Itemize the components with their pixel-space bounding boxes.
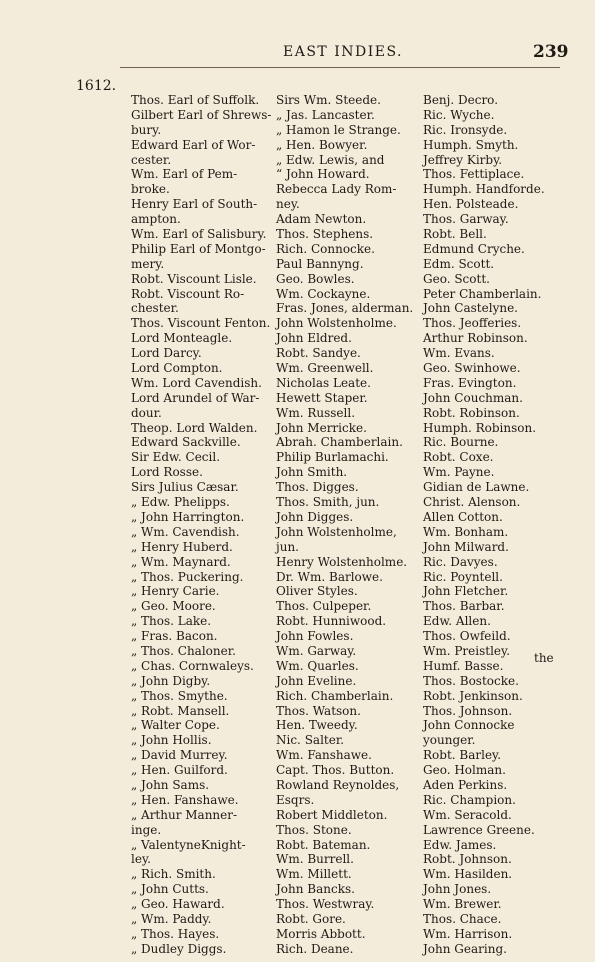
list-item: Thos. Chace. [423,911,502,926]
list-item: Henry Wolstenholme. [276,554,408,569]
list-item: Rebecca Lady Rom- [276,182,397,197]
list-item: Philip Earl of Montgo- [131,241,266,256]
list-item: Abrah. Chamberlain. [276,435,403,450]
list-item: broke. [131,182,170,197]
list-item: John Castelyne. [423,301,518,316]
header-rule [120,67,560,68]
list-item: Wm. Garway. [276,643,357,658]
list-item: Thos. Westwray. [276,897,375,912]
list-item: Wm. Greenwell. [276,361,374,376]
year-margin-note: 1612. [76,78,117,94]
list-item: John Connocke [423,718,515,733]
list-item: John Digges. [276,509,354,524]
list-item: Edw. James. [423,837,497,852]
list-item: Geo. Scott. [423,271,490,286]
list-item: Arthur Robinson. [423,331,528,346]
list-item: Gilbert Earl of Shrews- [131,107,272,122]
list-item: Thos. Owfeild. [423,629,511,644]
list-item: Jeffrey Kirby. [423,152,503,167]
list-item: Robt. Johnson. [423,852,512,867]
list-item: ley. [131,852,151,867]
list-item: Robt. Gore. [276,911,346,926]
list-item: Robt. Viscount Ro- [131,286,245,301]
list-item: Robt. Coxe. [423,450,494,465]
list-item: „ John Digby. [131,673,211,688]
list-item: „ Hamon le Strange. [276,122,401,137]
list-item: Edw. Allen. [423,614,491,629]
list-item: Aden Perkins. [423,777,508,792]
list-item: John Wolstenholme, [276,524,397,539]
list-item: chester. [131,301,179,316]
list-item: Robt. Sandye. [276,346,361,361]
list-item: Rowland Reynoldes, [276,777,400,792]
list-item: Edward Earl of Wor- [131,137,256,152]
running-title: EAST INDIES. [283,44,404,60]
list-item: Robt. Barley. [423,748,502,763]
list-item: Thos. Culpeper. [276,599,372,614]
list-item: „ Thos. Hayes. [131,926,220,941]
list-item: „ Arthur Manner- [131,807,238,822]
list-item: Ric. Poyntell. [423,569,503,584]
list-item: „ Wm. Cavendish. [131,524,240,539]
list-item: Rich. Deane. [276,941,354,956]
list-item: Thos. Watson. [276,703,361,718]
running-head [0,44,595,64]
name-column-3 [423,93,558,957]
list-item: „ Robt. Mansell. [131,703,230,718]
list-item: Ric. Wyche. [423,107,495,122]
list-item: „ Edw. Lewis, and [276,152,385,167]
list-item: Benj. Decro. [423,93,499,107]
list-item: Wm. Brewer. [423,897,502,912]
list-item: Thos. Earl of Suffolk. [131,93,260,107]
list-item: Robt. Robinson. [423,405,520,420]
list-item: Lord Darcy. [131,346,202,361]
list-item: Sir Edw. Cecil. [131,450,221,465]
list-item: Wm. Preistley. [423,643,511,658]
list-item: Thos. Viscount Fenton. [131,316,271,331]
list-item: Lord Arundel of War- [131,390,260,405]
list-item: Lord Monteagle. [131,331,233,346]
list-item: „ Chas. Cornwaleys. [131,658,254,673]
list-item: Oliver Styles. [276,584,358,599]
list-item: „ Hen. Guilford. [131,763,228,778]
list-item: Edward Sackville. [131,435,241,450]
list-item: John Eldred. [276,331,352,346]
list-item: Morris Abbott. [276,926,366,941]
list-item: Robt. Bell. [423,227,487,242]
list-item: cester. [131,152,172,167]
list-item: Peter Chamberlain. [423,286,542,301]
list-item: Sirs Julius Cæsar. [131,480,239,495]
list-item: Rich. Chamberlain. [276,688,394,703]
list-item: „ Hen. Fanshawe. [131,792,239,807]
list-item: ney. [276,197,300,212]
list-item: Wm. Hasilden. [423,867,513,882]
list-item: Geo. Bowles. [276,271,355,286]
list-item: John Wolstenholme. [276,316,397,331]
list-item: John Bancks. [276,882,355,897]
list-item: Ric. Bourne. [423,435,499,450]
list-item: John Gearing. [423,941,507,956]
list-item: “ John Howard. [276,167,370,182]
list-item: Thos. Stone. [276,822,352,837]
list-item: Esqrs. [276,792,315,807]
list-item: „ John Sams. [131,777,210,792]
name-column-2 [276,93,416,957]
list-item: Edm. Scott. [423,256,495,271]
list-item: Wm. Quarles. [276,658,359,673]
list-item: Wm. Fanshawe. [276,748,372,763]
list-item: Allen Cotton. [423,509,503,524]
list-item: Thos. Johnson. [423,703,513,718]
list-item: Henry Earl of South- [131,197,258,212]
list-item: John Milward. [423,539,509,554]
list-item: „ Thos. Smythe. [131,688,228,703]
list-item: John Couchman. [423,390,523,405]
list-item: „ Geo. Moore. [131,599,216,614]
list-item: Rich. Connocke. [276,241,375,256]
list-item: „ Wm. Maynard. [131,554,231,569]
list-item: Hen. Polsteade. [423,197,519,212]
list-item: Nic. Salter. [276,733,345,748]
list-item: ampton. [131,212,181,227]
list-item: Thos. Bostocke. [423,673,519,688]
list-item: Dr. Wm. Barlowe. [276,569,383,584]
list-item: „ Wm. Paddy. [131,911,212,926]
list-item: Sirs Wm. Steede. [276,93,381,107]
list-item: Hen. Tweedy. [276,718,358,733]
list-item: „ Hen. Bowyer. [276,137,368,152]
list-item: Wm. Harrison. [423,926,513,941]
list-item: John Merricke. [276,420,367,435]
list-item: John Fletcher. [423,584,509,599]
list-item: Adam Newton. [276,212,367,227]
list-item: Humph. Smyth. [423,137,519,152]
list-item: Geo. Swinhowe. [423,361,521,376]
list-item: Robt. Hunniwood. [276,614,387,629]
page-number: 239 [533,42,569,62]
list-item: John Jones. [423,882,492,897]
list-item: Ric. Ironsyde. [423,122,508,137]
name-column-1 [131,93,272,957]
list-item: „ Rich. Smith. [131,867,216,882]
list-item: Edmund Cryche. [423,241,525,256]
list-item: dour. [131,405,162,420]
list-item: Lawrence Greene. [423,822,535,837]
list-item: Wm. Evans. [423,346,495,361]
list-item: Ric. Champion. [423,792,516,807]
list-item: Capt. Thos. Button. [276,763,395,778]
list-item: „ Thos. Puckering. [131,569,244,584]
list-item: „ John Harrington. [131,509,245,524]
list-item: Wm. Cockayne. [276,286,371,301]
list-item: Fras. Jones, alderman. [276,301,414,316]
list-item: Humf. Basse. [423,658,504,673]
list-item: Gidian de Lawne. [423,480,530,495]
list-item: Thos. Smith, jun. [276,495,380,510]
list-item: Wm. Seracold. [423,807,512,822]
list-item: jun. [276,539,299,554]
list-item: Thos. Fettiplace. [423,167,525,182]
list-item: Wm. Payne. [423,465,495,480]
list-item: Robt. Jenkinson. [423,688,523,703]
list-item: Nicholas Leate. [276,375,371,390]
list-item: „ Dudley Diggs. [131,941,227,956]
list-item: Hewett Staper. [276,390,368,405]
list-item: Wm. Earl of Pem- [131,167,238,182]
list-item: younger. [423,733,476,748]
list-item: John Fowles. [276,629,354,644]
list-item: Humph. Handforde. [423,182,545,197]
list-item: Thos. Barbar. [423,599,505,614]
list-item: „ Henry Carie. [131,584,220,599]
list-item: „ Fras. Bacon. [131,629,218,644]
list-item: „ Thos. Lake. [131,614,212,629]
list-item: Wm. Earl of Salisbury. [131,227,267,242]
list-item: Geo. Holman. [423,763,506,778]
list-item: „ John Hollis. [131,733,212,748]
list-item: Philip Burlamachi. [276,450,389,465]
list-item: Wm. Millett. [276,867,352,882]
list-item: „ Geo. Haward. [131,897,225,912]
list-item: Theop. Lord Walden. [131,420,258,435]
list-item: Wm. Lord Cavendish. [131,375,262,390]
list-item: Thos. Jeofferies. [423,316,522,331]
list-item: „ Thos. Chaloner. [131,643,236,658]
list-item: Wm. Burrell. [276,852,354,867]
list-item: „ Jas. Lancaster. [276,107,375,122]
list-item: Humph. Robinson. [423,420,537,435]
list-item: „ Edw. Phelipps. [131,495,230,510]
list-item: „ Henry Huberd. [131,539,233,554]
list-item: „ ValentyneKnight- [131,837,246,852]
list-item: bury. [131,122,162,137]
list-item: Thos. Stephens. [276,227,374,242]
list-item: Thos. Garway. [423,212,509,227]
list-item: Robt. Bateman. [276,837,371,852]
list-item: John Eveline. [276,673,357,688]
list-item: „ David Murrey. [131,748,228,763]
list-item: Ric. Davyes. [423,554,498,569]
list-item: Robert Middleton. [276,807,388,822]
list-item: Paul Bannyng. [276,256,364,271]
list-item: Robt. Viscount Lisle. [131,271,257,286]
list-item: Wm. Bonham. [423,524,509,539]
list-item: Christ. Alenson. [423,495,521,510]
list-item: John Smith. [276,465,348,480]
list-item: inge. [131,822,162,837]
list-item: Lord Rosse. [131,465,203,480]
list-item: Wm. Russell. [276,405,356,420]
list-item: Lord Compton. [131,361,223,376]
list-item: „ Walter Cope. [131,718,220,733]
list-item: Fras. Evington. [423,375,517,390]
list-item: mery. [131,256,165,271]
list-item: „ John Cutts. [131,882,209,897]
list-item: Thos. Digges. [276,480,359,495]
column-3-overflow-word: the [534,651,554,665]
